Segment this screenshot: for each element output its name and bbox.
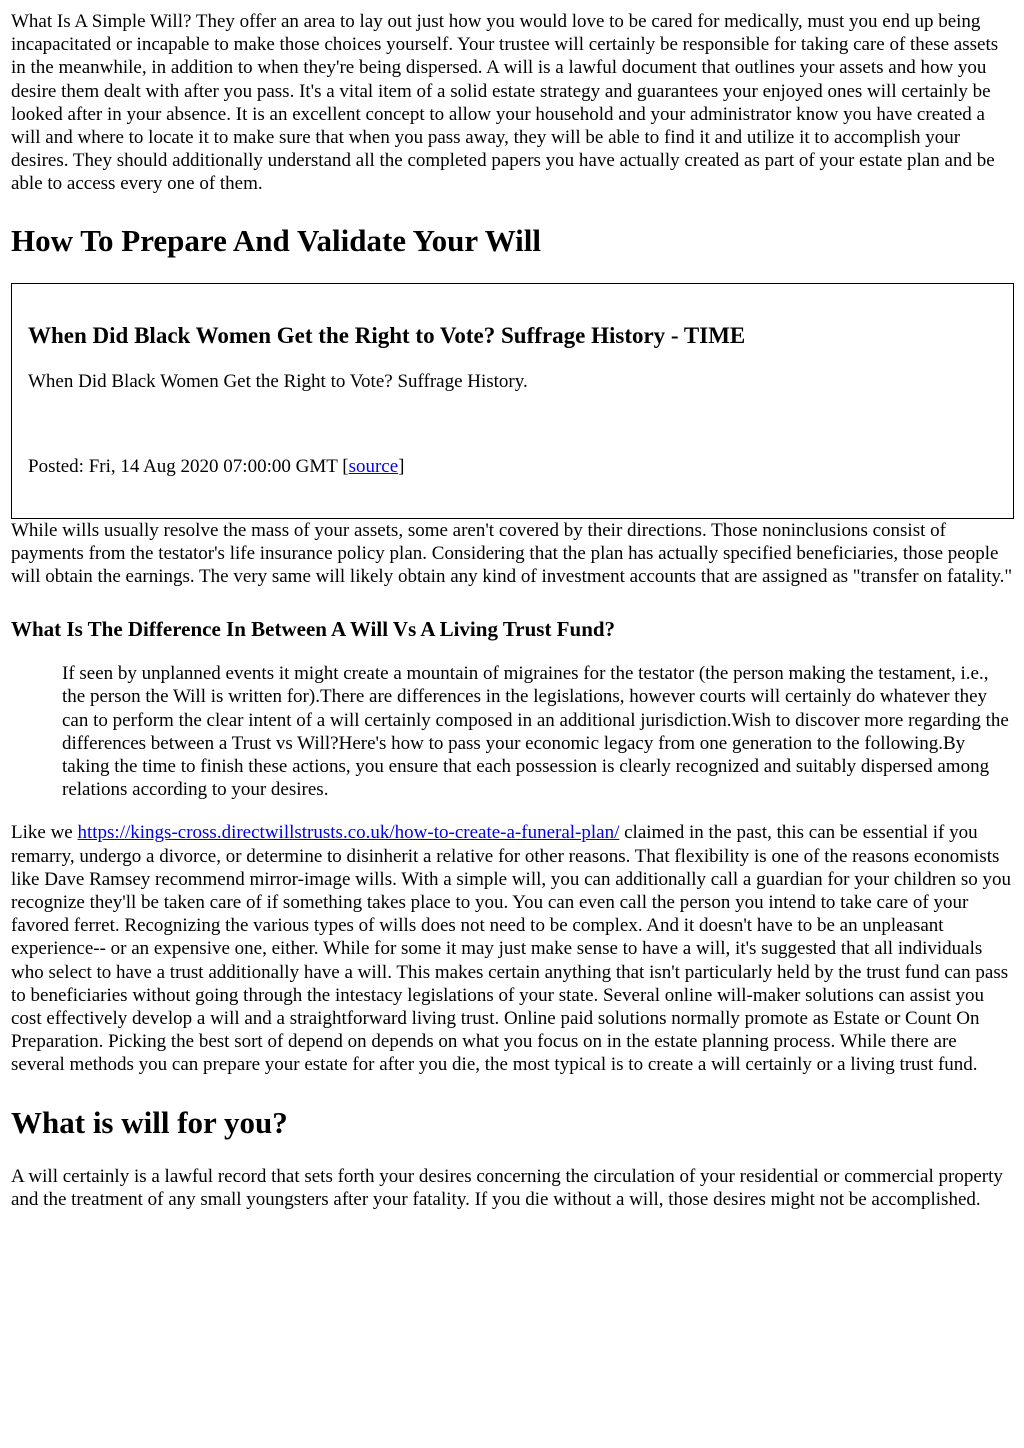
news-embed-box (11, 283, 1014, 519)
news-posted-line (28, 455, 997, 478)
news-posted-close: ] (398, 455, 405, 477)
news-summary: When Did Black Women Get the Right to Vote? Suffrage History. (28, 370, 528, 392)
section2-paragraph-prefix: Like we (11, 822, 78, 844)
section1-paragraph: While wills usually resolve the mass of your assets, some aren't covered by their directions. Those noninclusions consist of payments from the testator's life insurance policy plan. Considering that the plan has actually specified beneficiaries, those people will obtain the earnings. The very same will likely obtain any kind of investment accounts that are assigned as "transfer on fatality." (11, 519, 1013, 588)
section-heading-prepare-validate: How To Prepare And Validate Your Will (11, 222, 542, 258)
news-source-link[interactable]: source (348, 455, 399, 477)
funeral-plan-link[interactable]: https://kings-cross.directwillstrusts.co.uk/how-to-create-a-funeral-plan/ (77, 822, 620, 844)
news-title: When Did Black Women Get the Right to Vote? Suffrage History - TIME (28, 322, 746, 348)
news-posted-date: Posted: Fri, 14 Aug 2020 07:00:00 GMT [ (28, 455, 349, 477)
section3-paragraph: A will certainly is a lawful record that sets forth your desires concerning the circulation of your residential or commercial property and the treatment of any small youngsters after your fatality. If you die without a will, those desires might not be accomplished. (11, 1165, 1003, 1210)
section2-paragraph (11, 821, 1014, 1076)
section2-paragraph-body: claimed in the past, this can be essential if you remarry, undergo a divorce, or determine to disinherit a relative for other reasons. That flexibility is one of the reasons economists like Dave Ramsey recommend mirror-image wills. With a simple will, you can additionally call a guardian for your children so you recognize they'll be taken care of if something takes place to you. You can even call the person you intend to take care of your favored ferret. Recognizing the various types of wills does not need to be complex. And it doesn't have to be an unpleasant experience-- or an expensive one, either. While for some it may just make sense to have a will, it's suggested that all individuals who select to have a trust additionally have a will. This makes certain anything that isn't particularly held by the trust fund can pass to beneficiaries without going through the intestacy legislations of your state. Several online will-maker solutions can assist you cost effectively develop a will and a straightforward living trust. Online paid solutions normally promote as Estate or Count On Preparation. Picking the best sort of depend on depends on what you focus on in the estate planning process. While there are several methods you can prepare your estate for after you die, the most typical is to create a will certainly or a living trust fund. (11, 822, 1011, 1076)
section-heading-what-is-will: What is will for you? (11, 1104, 288, 1140)
section-heading-will-vs-trust: What Is The Difference In Between A Will Vs A Living Trust Fund? (11, 617, 616, 642)
section2-blockquote: If seen by unplanned events it might create a mountain of migraines for the testator (the person making the testament, i.e., the person the Will is written for).There are differences in the legislations, however courts will certainly do whatever they can to perform the clear intent of a will certainly composed in an additional jurisdiction.Wish to discover more regarding the differences between a Trust vs Will?Here's how to pass your economic legacy from one generation to the following.By taking the time to finish these actions, you ensure that each possession is clearly recognized and suitably dispersed among relations according to your desires. (62, 663, 1009, 801)
intro-paragraph: What Is A Simple Will? They offer an area to lay out just how you would love to be cared for medically, must you end up being incapacitated or incapable to make those choices yourself. Your trustee will certainly be responsible for taking care of these assets in the meanwhile, in addition to when they're being dispersed. A will is a lawful document that outlines your assets and how you desire them dealt with after you pass. It's a vital item of a solid estate strategy and guarantees your enjoyed ones will certainly be looked after in your absence. It is an excellent concept to allow your household and your administrator know you have created a will and where to locate it to make sure that when you pass away, they will be able to find it and utilize it to accomplish your desires. They should additionally understand all the completed papers you have actually created as part of your estate plan and be able to access every one of them. (11, 11, 999, 195)
